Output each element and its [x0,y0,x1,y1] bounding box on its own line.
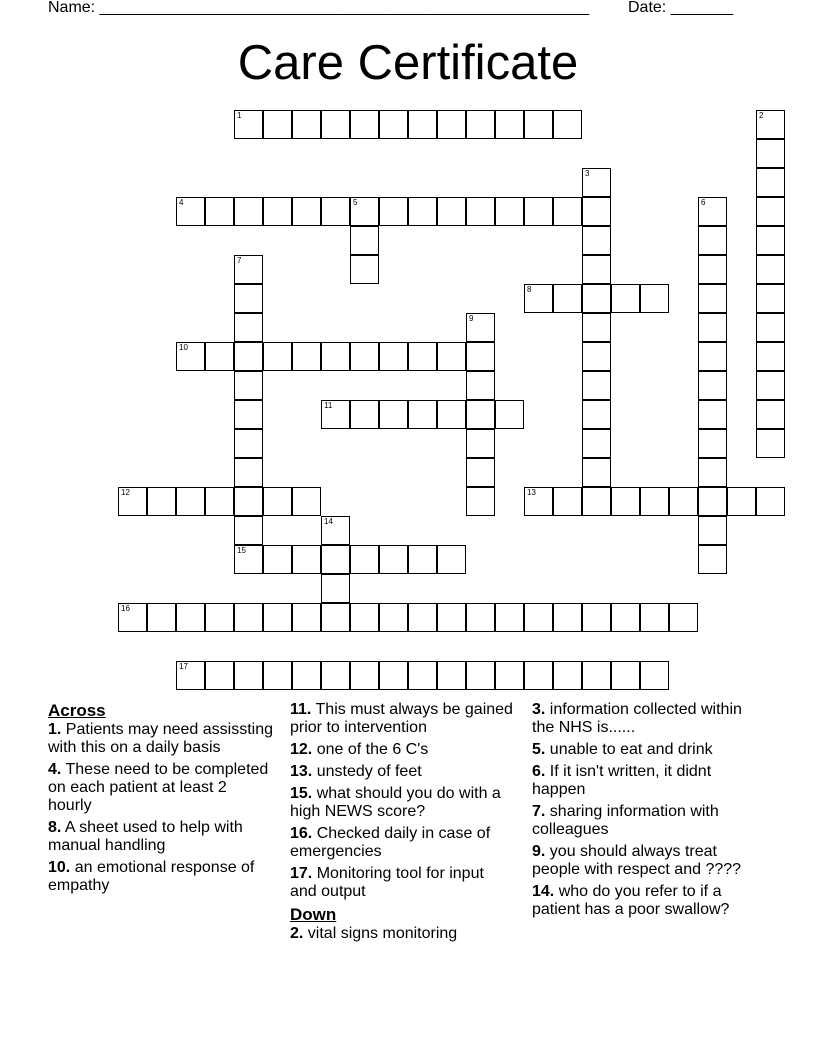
grid-cell[interactable] [350,255,379,284]
grid-cell[interactable] [698,226,727,255]
cell-number: 10 [179,343,188,352]
grid-cell[interactable] [582,458,611,487]
name-field[interactable]: Name: _______________________________________________________ [48,0,589,16]
grid-cell[interactable] [147,487,176,516]
grid-cell[interactable] [234,516,263,545]
cell-number: 3 [585,169,590,178]
date-field[interactable]: Date: _______ [628,0,733,16]
down-heading: Down [290,905,337,924]
grid-cell[interactable] [582,313,611,342]
grid-cell[interactable] [234,429,263,458]
grid-cell[interactable] [640,284,669,313]
grid-cell[interactable] [263,603,292,632]
grid-cell[interactable] [756,284,785,313]
grid-cell[interactable] [234,400,263,429]
grid-cell[interactable] [205,487,234,516]
grid-cell[interactable] [582,226,611,255]
grid-cell[interactable] [234,284,263,313]
grid-cell[interactable] [698,429,727,458]
grid-cell[interactable] [350,661,379,690]
grid-cell[interactable] [611,284,640,313]
grid-cell[interactable] [466,371,495,400]
grid-cell[interactable] [495,400,524,429]
grid-cell[interactable] [466,342,495,371]
grid-cell[interactable] [379,342,408,371]
grid-cell[interactable] [466,429,495,458]
grid-cell[interactable] [756,226,785,255]
grid-cell[interactable] [640,487,669,516]
grid-cell[interactable] [263,110,292,139]
cell-number: 4 [179,198,184,207]
grid-cell[interactable] [640,661,669,690]
grid-cell[interactable] [437,110,466,139]
grid-cell[interactable] [437,661,466,690]
across-heading: Across [48,701,106,720]
grid-cell[interactable] [321,545,350,574]
grid-cell[interactable] [321,342,350,371]
grid-cell[interactable] [698,313,727,342]
cell-number: 8 [527,285,532,294]
grid-cell[interactable] [292,603,321,632]
clue-across-15: 15. what should you do with a high NEWS score? [290,785,501,820]
grid-cell[interactable] [147,603,176,632]
grid-cell[interactable] [698,545,727,574]
grid-cell[interactable] [437,400,466,429]
grid-cell[interactable] [756,342,785,371]
cell-number: 7 [237,256,242,265]
grid-cell[interactable] [756,429,785,458]
grid-cell[interactable] [350,545,379,574]
grid-cell[interactable] [234,458,263,487]
grid-cell[interactable] [524,197,553,226]
cell-number: 16 [121,604,130,613]
grid-cell[interactable] [321,661,350,690]
grid-cell[interactable] [437,603,466,632]
clue-down-6: 6. If it isn't written, it didnt happen [532,763,712,798]
grid-cell[interactable] [582,255,611,284]
clue-across-12: 12. one of the 6 C's [290,741,429,758]
grid-cell[interactable] [263,661,292,690]
clue-across-16: 16. Checked daily in case of emergencies [290,825,491,860]
grid-cell[interactable] [408,603,437,632]
grid-cell[interactable] [408,197,437,226]
grid-cell[interactable] [582,429,611,458]
grid-cell[interactable] [292,110,321,139]
grid-cell[interactable] [466,661,495,690]
grid-cell[interactable] [756,371,785,400]
grid-cell[interactable] [263,487,292,516]
clue-down-5: 5. unable to eat and drink [532,741,713,758]
clue-down-14: 14. who do you refer to if a patient has a poor swallow? [532,883,730,918]
page-title: Care Certificate [237,36,579,90]
grid-cell[interactable] [466,487,495,516]
grid-cell[interactable] [350,110,379,139]
grid-cell[interactable] [205,603,234,632]
cell-number: 9 [469,314,474,323]
grid-cell[interactable] [495,197,524,226]
grid-cell[interactable] [582,197,611,226]
grid-cell[interactable] [582,284,611,313]
grid-cell[interactable] [698,342,727,371]
grid-cell[interactable] [350,226,379,255]
grid-cell[interactable] [408,342,437,371]
grid-cell[interactable] [582,371,611,400]
grid-cell[interactable] [408,110,437,139]
grid-cell[interactable] [408,661,437,690]
clue-across-4: 4. These need to be completed on each patient at least 2 hourly [48,761,269,814]
grid-cell[interactable] [234,342,263,371]
grid-cell[interactable] [205,342,234,371]
grid-cell[interactable] [756,400,785,429]
grid-cell[interactable] [698,255,727,284]
cell-number: 14 [324,517,333,526]
grid-cell[interactable] [234,661,263,690]
cell-number: 12 [121,488,130,497]
grid-cell[interactable] [321,110,350,139]
grid-cell[interactable] [553,110,582,139]
grid-cell[interactable] [234,487,263,516]
grid-cell[interactable] [756,255,785,284]
grid-cell[interactable] [263,545,292,574]
clue-across-10: 10. an emotional response of empathy [48,859,255,894]
grid-cell[interactable] [379,603,408,632]
grid-cell[interactable] [669,603,698,632]
grid-cell[interactable] [466,110,495,139]
clue-across-11: 11. This must always be gained prior to intervention [290,701,513,736]
grid-cell[interactable] [495,603,524,632]
grid-cell[interactable] [495,110,524,139]
grid-cell[interactable] [292,545,321,574]
grid-cell[interactable] [321,197,350,226]
grid-cell[interactable] [698,516,727,545]
grid-cell[interactable] [756,487,785,516]
grid-cell[interactable] [582,603,611,632]
grid-cell[interactable] [698,400,727,429]
grid-cell[interactable] [408,400,437,429]
grid-cell[interactable] [379,400,408,429]
grid-cell[interactable] [350,400,379,429]
grid-cell[interactable] [524,661,553,690]
grid-cell[interactable] [379,661,408,690]
cell-number: 1 [237,111,242,120]
grid-cell[interactable] [524,110,553,139]
clues-column-1 [48,701,273,899]
clue-down-3: 3. information collected within the NHS is...... [532,701,742,736]
grid-cell[interactable] [582,342,611,371]
grid-cell[interactable] [582,400,611,429]
grid-cell[interactable] [698,371,727,400]
grid-cell[interactable] [756,313,785,342]
grid-cell[interactable] [756,168,785,197]
grid-cell[interactable] [495,661,524,690]
cell-number: 17 [179,662,188,671]
clue-down-9: 9. you should always treat people with respect and ???? [532,843,742,878]
grid-cell[interactable] [756,197,785,226]
grid-cell[interactable] [234,603,263,632]
cell-number: 13 [527,488,536,497]
grid-cell[interactable] [553,487,582,516]
grid-cell[interactable] [553,661,582,690]
grid-cell[interactable] [698,458,727,487]
grid-cell[interactable] [669,487,698,516]
grid-cell[interactable] [756,139,785,168]
grid-cell[interactable] [379,197,408,226]
grid-cell[interactable] [466,197,495,226]
grid-cell[interactable] [263,197,292,226]
clues-column-2 [290,701,515,947]
grid-cell[interactable] [321,603,350,632]
grid-cell[interactable] [611,487,640,516]
grid-cell[interactable] [466,603,495,632]
grid-cell[interactable] [379,545,408,574]
clues-column-3 [532,701,767,923]
grid-cell[interactable] [234,371,263,400]
clue-across-1: 1. Patients may need assissting with this on a daily basis [48,721,274,756]
clue-down-2: 2. vital signs monitoring [290,925,458,942]
grid-cell[interactable] [321,574,350,603]
clue-down-7: 7. sharing information with colleagues [532,803,719,838]
cell-number: 2 [759,111,764,120]
cell-number: 6 [701,198,706,207]
grid-cell[interactable] [292,197,321,226]
clue-across-13: 13. unstedy of feet [290,763,422,780]
grid-cell[interactable] [553,284,582,313]
grid-cell[interactable] [350,603,379,632]
grid-cell[interactable] [205,661,234,690]
grid-cell[interactable] [437,197,466,226]
clue-across-8: 8. A sheet used to help with manual handling [48,819,243,854]
grid-cell[interactable] [727,487,756,516]
grid-cell[interactable] [553,603,582,632]
grid-cell[interactable] [408,545,437,574]
grid-cell[interactable] [582,487,611,516]
grid-cell[interactable] [292,661,321,690]
grid-cell[interactable] [205,197,234,226]
grid-cell[interactable] [437,342,466,371]
grid-cell[interactable] [640,603,669,632]
grid-cell[interactable] [234,197,263,226]
grid-cell[interactable] [524,603,553,632]
grid-cell[interactable] [292,487,321,516]
grid-cell[interactable] [437,545,466,574]
grid-cell[interactable] [582,661,611,690]
grid-cell[interactable] [698,284,727,313]
cell-number: 5 [353,198,358,207]
grid-cell[interactable] [553,197,582,226]
grid-cell[interactable] [611,661,640,690]
grid-cell[interactable] [611,603,640,632]
grid-cell[interactable] [698,487,727,516]
cell-number: 11 [324,401,333,410]
grid-cell[interactable] [350,342,379,371]
grid-cell[interactable] [379,110,408,139]
cell-number: 15 [237,546,246,555]
clue-across-17: 17. Monitoring tool for input and output [290,865,484,900]
grid-cell[interactable] [263,342,292,371]
grid-cell[interactable] [466,458,495,487]
grid-cell[interactable] [466,400,495,429]
grid-cell[interactable] [292,342,321,371]
grid-cell[interactable] [176,603,205,632]
grid-cell[interactable] [234,313,263,342]
grid-cell[interactable] [176,487,205,516]
